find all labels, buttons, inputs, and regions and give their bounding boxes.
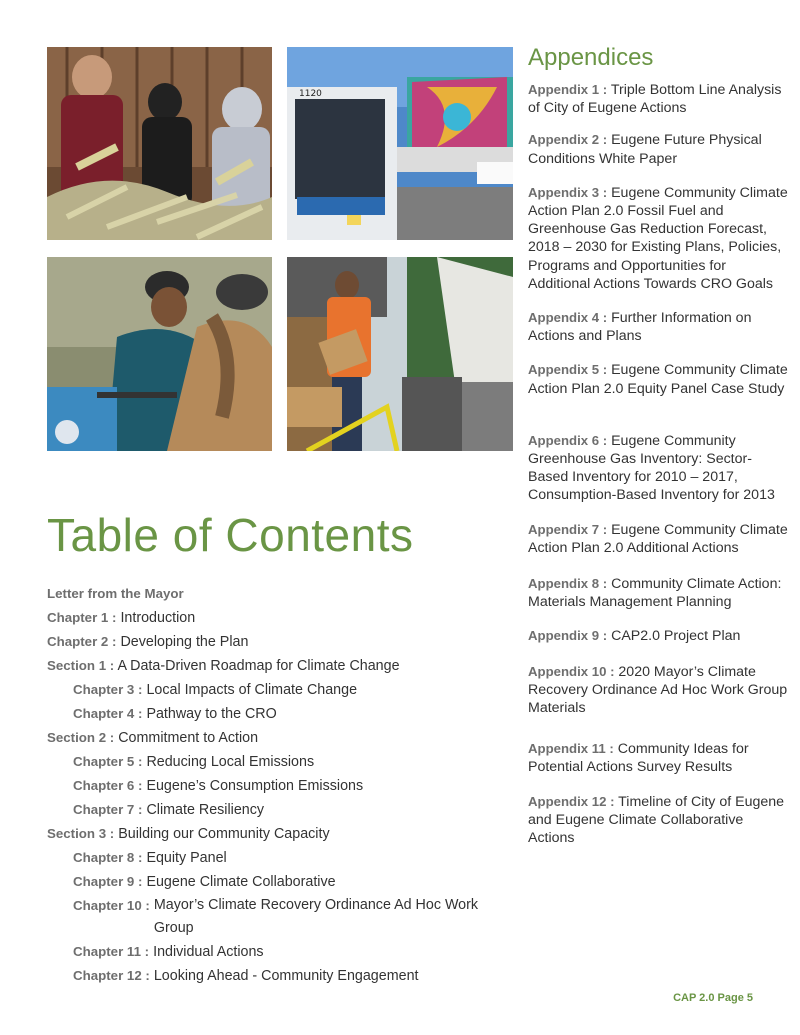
appendix-text: Community Ideas for Potential Actions Survey Results — [528, 741, 749, 776]
toc-label: Chapter 4 : — [73, 706, 143, 721]
toc-label: Section 2 : — [47, 730, 115, 745]
appendix-label: Appendix 12 : — [528, 793, 615, 809]
toc-text: A Data-Driven Roadmap for Climate Change — [117, 658, 400, 674]
toc-text: Looking Ahead - Community Engagement — [153, 968, 419, 984]
toc-label: Chapter 3 : — [73, 682, 143, 697]
toc-entry[interactable] — [47, 870, 507, 894]
toc-entry[interactable] — [47, 678, 507, 702]
photo-bus-mural — [287, 47, 513, 240]
appendix-label: Appendix 8 : — [528, 576, 608, 592]
photo-cyclists — [47, 257, 272, 451]
toc-label: Chapter 7 : — [73, 802, 143, 817]
appendix-item[interactable] — [528, 81, 790, 117]
toc-entry-section[interactable] — [47, 726, 507, 750]
toc-title: Table of Contents — [47, 509, 414, 561]
appendix-item[interactable] — [528, 309, 790, 345]
appendix-label: Appendix 5 : — [528, 362, 608, 378]
appendix-label: Appendix 7 : — [528, 521, 608, 537]
toc-text: Individual Actions — [153, 944, 264, 960]
appendix-label: Appendix 3 : — [528, 184, 608, 200]
appendix-label: Appendix 2 : — [528, 132, 608, 148]
appendix-text: Further Information on Actions and Plans — [528, 310, 752, 345]
toc-label: Chapter 1 : — [47, 610, 117, 625]
toc-entry[interactable] — [47, 606, 507, 630]
toc-label: Chapter 11 : — [73, 944, 150, 959]
appendix-item[interactable] — [528, 131, 790, 167]
appendices-heading: Appendices — [528, 44, 654, 71]
svg-text:1120: 1120 — [299, 89, 322, 99]
toc-text: Introduction — [120, 610, 196, 626]
appendix-item[interactable] — [528, 361, 790, 397]
appendix-text: Community Climate Action: Materials Management Planning — [528, 576, 782, 611]
appendix-item[interactable] — [528, 432, 790, 505]
appendix-label: Appendix 1 : — [528, 82, 608, 97]
toc-entry[interactable] — [47, 702, 507, 726]
photo-corn-husking — [47, 47, 272, 240]
toc-entry[interactable] — [47, 964, 507, 988]
page-footer: CAP 2.0 Page 5 — [673, 992, 753, 1004]
toc-entry[interactable] — [47, 630, 507, 654]
appendix-text: Eugene Community Climate Action Plan 2.0 Fossil Fuel and Greenhouse Gas Reduction Forecast, 2018 – 2030 for Existing Plans, Policies, Programs and Opportunities for Additional Actions Towards CRO Goals — [528, 184, 788, 292]
toc-label: Chapter 12 : — [73, 968, 150, 983]
toc-text: Building our Community Capacity — [118, 826, 330, 842]
toc-text: Reducing Local Emissions — [146, 754, 315, 770]
appendix-text: Eugene Community Climate Action Plan 2.0 Additional Actions — [528, 521, 788, 556]
appendix-text: Eugene Community Greenhouse Gas Inventory: Sector-Based Inventory for 2010 – 2017, Consumption-Based Inventory for 2013 — [528, 432, 775, 504]
toc-list — [47, 582, 507, 988]
toc-entry-section[interactable] — [47, 822, 507, 846]
appendices-section — [528, 44, 790, 847]
appendix-label: Appendix 4 : — [528, 310, 608, 326]
toc-label: Chapter 6 : — [73, 778, 143, 793]
appendix-item[interactable] — [528, 521, 790, 557]
appendix-item[interactable] — [528, 627, 790, 645]
toc-text: Eugene Climate Collaborative — [146, 874, 336, 890]
appendix-item[interactable] — [528, 575, 790, 611]
appendix-item[interactable] — [528, 184, 790, 293]
toc-text: Equity Panel — [146, 850, 227, 866]
toc-text: Climate Resiliency — [146, 802, 265, 818]
appendix-item[interactable] — [528, 663, 790, 718]
appendix-label: Appendix 10 : — [528, 663, 615, 679]
appendix-label: Appendix 9 : — [528, 628, 608, 644]
appendix-text: Timeline of City of Eugene and Eugene Climate Collaborative Actions — [528, 793, 785, 847]
toc-text: Commitment to Action — [118, 730, 259, 746]
toc-label: Chapter 2 : — [47, 634, 117, 649]
photo-box-delivery — [287, 257, 513, 451]
toc-entry-letter[interactable] — [47, 582, 507, 606]
toc-entry[interactable] — [47, 750, 507, 774]
toc-text: Pathway to the CRO — [146, 706, 277, 722]
appendix-text: Eugene Future Physical Conditions White Paper — [528, 132, 762, 167]
toc-entry[interactable] — [47, 798, 507, 822]
toc-label: Chapter 8 : — [73, 850, 143, 865]
appendix-text: Eugene Community Climate Action Plan 2.0 Equity Panel Case Study — [528, 362, 788, 397]
toc-label: Section 1 : — [47, 658, 115, 673]
appendix-text: CAP2.0 Project Plan — [611, 628, 741, 645]
toc-label: Letter from the Mayor — [47, 586, 184, 601]
toc-entry[interactable] — [47, 846, 507, 870]
toc-entry-section[interactable] — [47, 654, 507, 678]
toc-entry[interactable] — [47, 894, 507, 940]
toc-text: Mayor’s Climate Recovery Ordinance Ad Hoc Work Group — [153, 897, 479, 936]
toc-entry[interactable] — [47, 774, 507, 798]
toc-entry[interactable] — [47, 940, 507, 964]
toc-text: Local Impacts of Climate Change — [146, 682, 358, 698]
appendix-label: Appendix 6 : — [528, 432, 608, 448]
appendix-item[interactable] — [528, 793, 790, 848]
appendix-text: Triple Bottom Line Analysis of City of Eugene Actions — [528, 82, 782, 117]
toc-label: Chapter 5 : — [73, 754, 143, 769]
toc-label: Chapter 10 : — [73, 898, 150, 913]
appendix-label: Appendix 11 : — [528, 741, 614, 757]
toc-label: Chapter 9 : — [73, 874, 143, 889]
toc-text: Eugene’s Consumption Emissions — [146, 778, 364, 794]
appendix-item[interactable] — [528, 740, 790, 776]
appendix-text: 2020 Mayor’s Climate Recovery Ordinance Ad Hoc Work Group Materials — [528, 663, 788, 717]
toc-text: Developing the Plan — [120, 634, 249, 650]
toc-label: Section 3 : — [47, 826, 115, 841]
